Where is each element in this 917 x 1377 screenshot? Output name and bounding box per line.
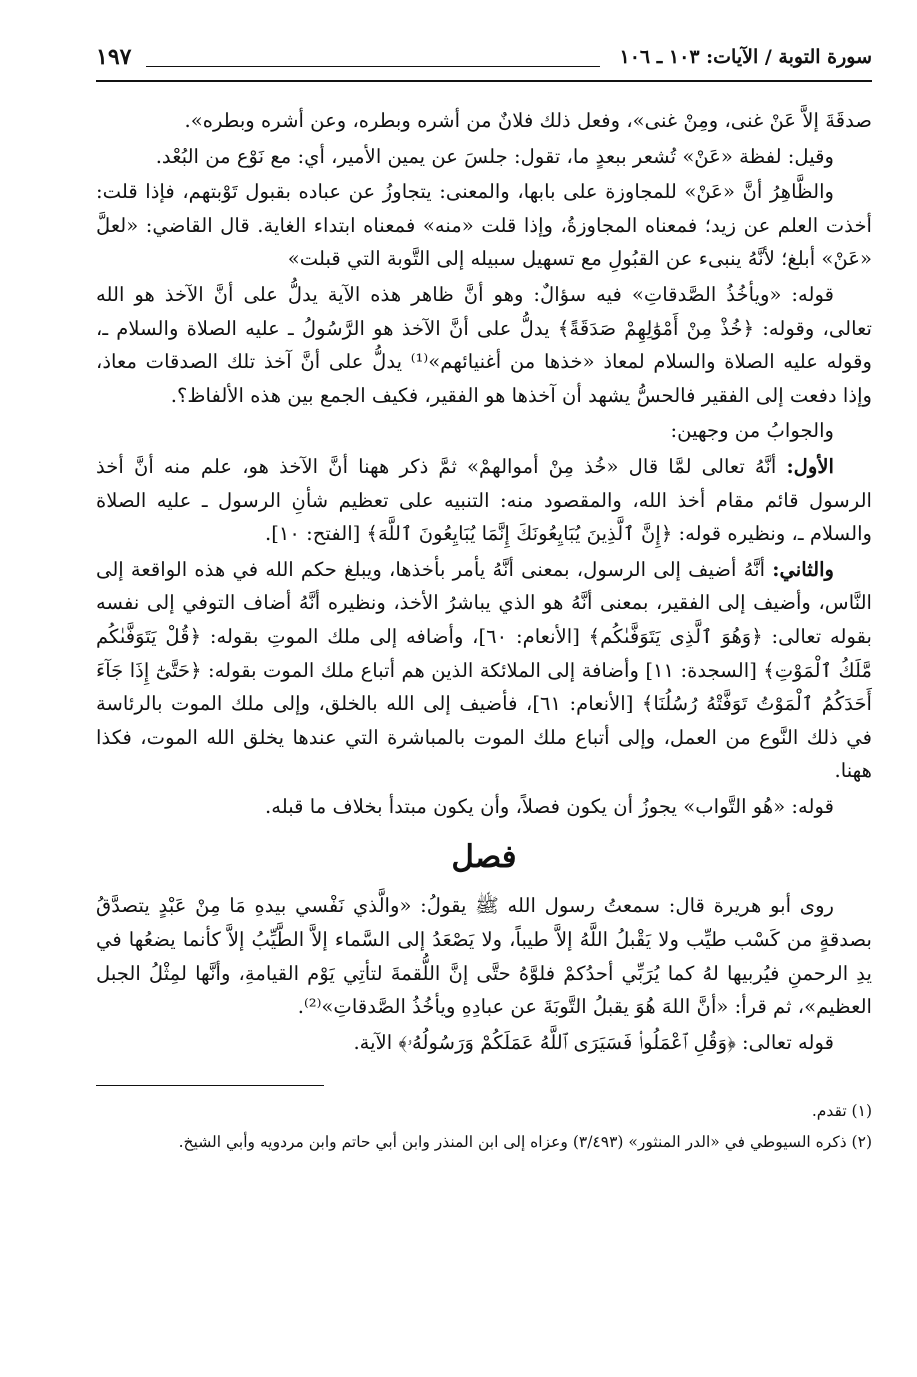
paragraph: قوله تعالى: ﴿وَقُلِ ٱعْمَلُوا۟ فَسَيَرَى ٱللَّهُ عَمَلَكُمْ وَرَسُولُهُۥ﴾ الآية. xyxy=(353,1030,834,1054)
page-number: ١٩٧ xyxy=(96,44,132,70)
main-text xyxy=(96,104,872,1059)
section-heading: فصل xyxy=(451,839,517,876)
footnote: (١) تقدم. xyxy=(811,1102,872,1121)
footnote-divider xyxy=(96,1085,324,1086)
answer-second xyxy=(96,553,872,788)
paragraph: والظَّاهِرُ أنَّ «عَنْ» للمجاوزة على بابها، والمعنى: يتجاوزُ عن عباده بقبول تَوْبتهم، فإذا قلت: أخذت العلم عن زيد؛ فمعناه المجاوزةُ، وإذا قلت «منه» فمعناه ابتداء الغاية. قال القاضي: «لعلَّ «عَنْ» أبلغ؛ لأنَّهُ ينبىء عن القبُولِ مع تسهيل سبيله إلى التَّوبة التي قبلت» xyxy=(96,180,872,271)
footnote: (٢) ذكره السيوطي في «الدر المنثور» (٣/٤٩٣) وعزاه إلى ابن المنذر وابن أبي حاتم وابن مردويه وأبي الشيخ. xyxy=(178,1133,872,1152)
page-header xyxy=(96,40,872,80)
header-rule xyxy=(146,66,600,67)
answer-second-label: والثاني: xyxy=(772,557,835,581)
paragraph: روى أبو هريرة قال: سمعتُ رسول الله ﷺ يقولُ: «والَّذي نَفْسي بيدهِ مَا مِنْ عَبْدٍ يتصدَّقُ بصدقةٍ من كَسْب طيِّب ولا يَقْبلُ اللَّهُ إلاَّ طيباً، ولا يَصْعَدُ إلى السَّماء إلاَّ الطَّيِّبُ إلاَّ كأنما يضعُها في يدِ الرحمنِ فيُربيها لهُ كما يُرَبِّي أحدُكمْ فلوَّهُ حتَّى إنَّ اللُّقمةَ لتأتِي يَوْم القيامةِ، وأنَّها لمِثْلُ الجبل العظيم»، ثم قرأ: «أنَّ اللهَ هُوَ يقبلُ التَّوبَةَ عن عبادِهِ ويأخُذُ الصَّدقاتِ»⁽²⁾. xyxy=(96,894,872,1019)
header-divider xyxy=(96,80,872,82)
answer-second-text: أنَّهُ أضيف إلى الرسول، بمعنى أنَّهُ يأمر بأخذها، ويبلغ حكم الله في هذه الواقعة إلى النَّاس، وأضيف إلى الفقير، بمعنى أنَّهُ هو الذي يباشرُ الأخذ، ونظيره أنَّهُ أضاف التوفي إلى نفسه بقوله تعالى: ﴿وَهُوَ ٱلَّذِى يَتَوَفَّىٰكُم﴾ [الأنعام: ٦٠]، وأضافه إلى ملك الموتِ بقوله: ﴿قُلْ يَتَوَفَّىٰكُم مَّلَكُ ٱلْمَوْتِ﴾ [السجدة: ١١] وأضافة إلى الملائكة الذين هم أتباع ملك الموت بقوله: ﴿حَتَّىٰٓ إِذَا جَآءَ أَحَدَكُمُ ٱلْمَوْتُ تَوَفَّتْهُ رُسُلُنَا﴾ [الأنعام: ٦١]، فأضيف إلى الله بالخلق، وإلى ملك الموت بالرئاسة في ذلك النَّوع من العمل، وإلى أتباع ملك الموت بالمباشرة التي عندها يخلق الله الموت، فكذا ههنا. xyxy=(96,557,872,783)
book-page xyxy=(96,40,872,1158)
answer-first-text: أنَّهُ تعالى لمَّا قال «خُذ مِنْ أموالهمْ» ثمَّ ذكر ههنا أنَّ الآخذ هو، علم منه أنَّ أخذ الرسول قائم مقام أخذ الله، والمقصود منه: التنبيه على تعظيم شأنِ الرسول ـ عليه الصلاة والسلام ـ، ونظيره قوله: ﴿إِنَّ ٱلَّذِينَ يُبَايِعُونَكَ إِنَّمَا يُبَايِعُونَ ٱللَّهَ﴾ [الفتح: ١٠]. xyxy=(96,454,872,546)
running-title: سورة التوبة / الآيات: ١٠٣ ـ ١٠٦ xyxy=(619,46,872,68)
footnotes xyxy=(96,1096,872,1158)
paragraph: قوله: «ويأخُذُ الصَّدقاتِ» فيه سؤالٌ: وهو أنَّ ظاهر هذه الآية يدلُّ على أنَّ الآخذ هو الله تعالى، وقوله: ﴿خُذْ مِنْ أَمْوَٰلِهِمْ صَدَقَةً﴾ يدلُّ على أنَّ الآخذ هو الرَّسُولُ ـ عليه الصلاة والسلام ـ، وقوله عليه الصلاة والسلام لمعاذ «خذها من أغنيائهم»⁽¹⁾ يدلُّ على أنَّ آخذ تلك الصدقات معاذ، وإذا دفعت إلى الفقير فالحسُّ يشهد أن آخذها هو الفقير، فكيف الجمع بين هذه الألفاظ؟. xyxy=(96,282,872,407)
paragraph: وقيل: لفظة «عَنْ» تُشعر ببعدٍ ما، تقول: جلسَ عن يمين الأمير، أي: مع نَوْع من البُعْد. xyxy=(155,144,834,168)
paragraph: صدقَةَ إلاَّ عَنْ غنى، ومِنْ غنى»، وفعل ذلك فلانٌ من أشره وبطره، وعن أشره وبطره». xyxy=(184,109,872,132)
answer-first xyxy=(96,450,872,551)
paragraph: والجوابُ من وجهين: xyxy=(670,419,834,443)
answer-first-label: الأول: xyxy=(786,454,835,478)
paragraph: قوله: «هُو التَّواب» يجوزُ أن يكون فصلاً، وأن يكون مبتدأ بخلاف ما قبله. xyxy=(265,794,834,818)
